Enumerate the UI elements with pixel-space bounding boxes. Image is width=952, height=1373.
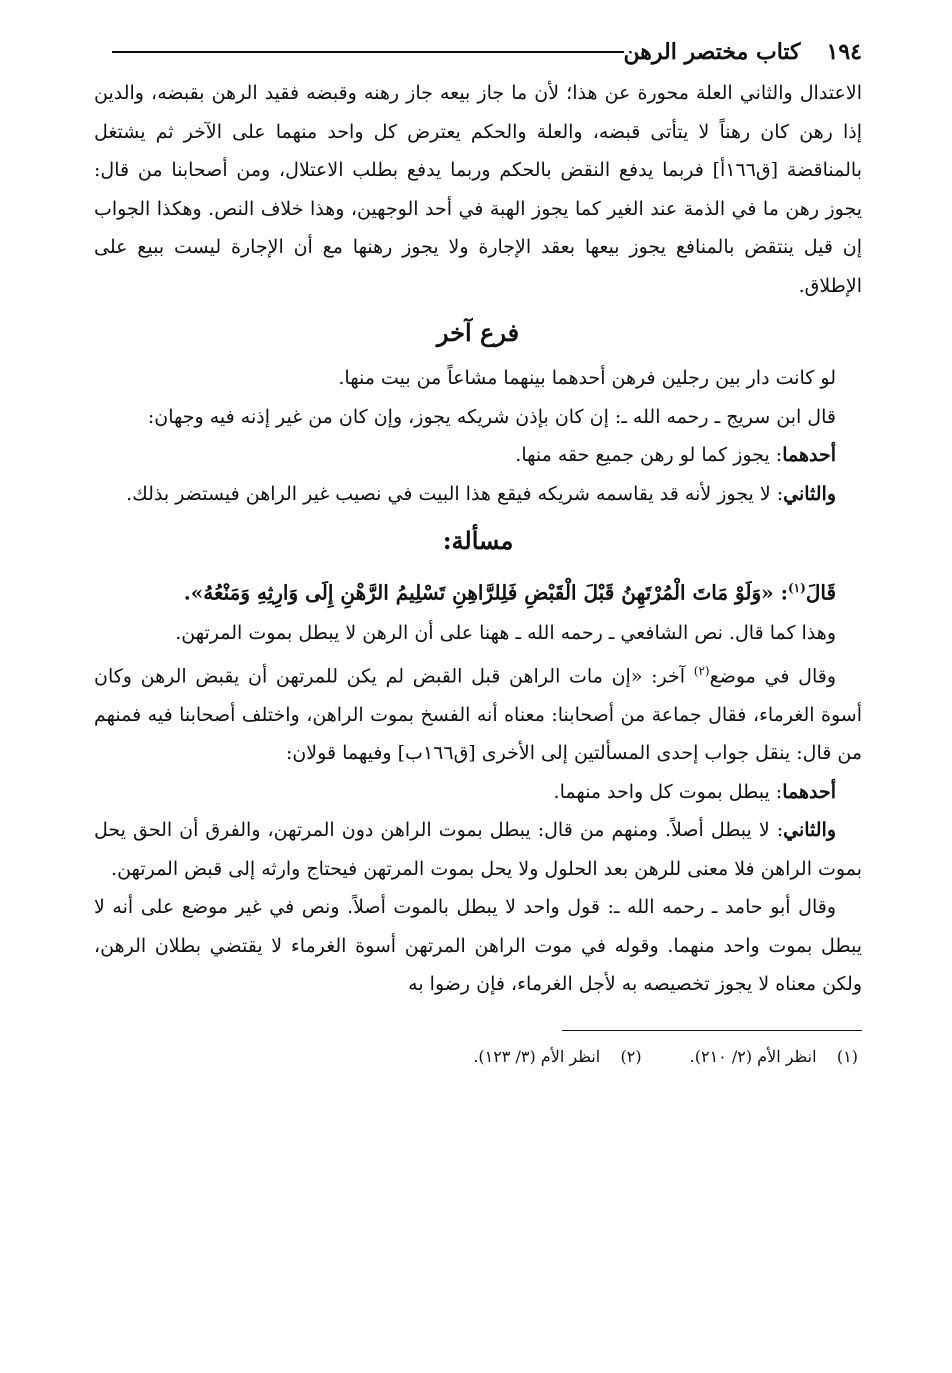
footnote-ref-1: (١) bbox=[787, 581, 806, 595]
term-ahaduhuma: أحدهما bbox=[782, 444, 836, 466]
paragraph-5 bbox=[94, 475, 862, 514]
page-number: ١٩٤ bbox=[826, 39, 862, 65]
book-title: كتاب مختصر الرهن bbox=[623, 39, 801, 65]
paragraph-3: قال ابن سريج ـ رحمه الله ـ: إن كان بإذن شريكه يجوز، وإن كان من غير إذنه فيه وجهان: bbox=[147, 405, 836, 428]
header-rule bbox=[112, 51, 624, 53]
quote-lead: قَالَ bbox=[805, 580, 836, 605]
footnote-2: (٢) انظر الأم (٣/ ١٢٣). bbox=[473, 1046, 642, 1066]
term-althani: والثاني bbox=[783, 482, 836, 505]
term-ahaduhuma-2: أحدهما bbox=[782, 780, 836, 803]
paragraph-1: الاعتدال والثاني العلة محورة عن هذا؛ لأن ما جاز بيعه جاز رهنه وقبضه فقيد الرهن بقبضه، والدين إذا رهن كان رهناً لا يتأتى قبضه، والعلة والحكم يعترض كل واحد منهما على الآخر ثم يشتغل بالمناقضة [ق١٦٦أ] فربما يدفع النقض بالحكم وربما يدفع بطلب الاعتلال، ومن أصحابنا من قال: يجوز رهن ما في الذمة عند الغير كما يجوز الهبة في أحد الوجهين، وهذا خلاف النص. وهكذا الجواب إن قيل ينتقض بالمنافع يجوز بيعها بعقد الإجارة ولا يجوز رهنها مع أن الإجارة ليست ببيع على الإطلاق. bbox=[94, 82, 862, 297]
paragraph-9-text: : لا يبطل أصلاً. ومنهم من قال: يبطل بموت الراهن دون المرتهن، والفرق أن الحق يحل بموت الراهن فلا معنى للرهن بعد الحلول ولا يحل بموت المرتهن فيحتاج وارثه إلى قبض المرتهن. bbox=[94, 819, 862, 880]
term-althani-2: والثاني bbox=[783, 819, 836, 842]
paragraph-8 bbox=[94, 773, 862, 812]
section-heading-far-akhar: فرع آخر bbox=[436, 318, 520, 347]
section-heading-masala: مسألة: bbox=[442, 526, 514, 555]
paragraph-4-text: : يجوز كما لو رهن جميع حقه منها. bbox=[515, 444, 783, 466]
paragraph-9 bbox=[94, 811, 862, 888]
footnote-rule bbox=[562, 1030, 862, 1031]
paragraph-6: وهذا كما قال. نص الشافعي ـ رحمه الله ـ ههنا على أن الرهن لا يبطل بموت المرتهن. bbox=[175, 621, 836, 644]
paragraph-8-text: : يبطل بموت كل واحد منهما. bbox=[553, 780, 783, 803]
paragraph-2: لو كانت دار بين رجلين فرهن أحدهما بينهما مشاعاً من بيت منها. bbox=[338, 367, 836, 389]
quote-body: : «وَلَوْ مَاتَ الْمُرْتَهِنُ قَبْلَ الْقَبْضِ فَلِلرَّاهِنِ تَسْلِيمُ الرَّهْنِ إِلَى وَارِثِهِ وَمَنْعُهُ». bbox=[183, 580, 788, 605]
footnote-1: (١) انظر الأم (٢/ ٢١٠). bbox=[689, 1046, 858, 1066]
footnotes bbox=[94, 1047, 862, 1066]
quoted-text bbox=[94, 567, 862, 614]
page-header bbox=[94, 30, 862, 74]
paragraph-7 bbox=[94, 652, 862, 773]
paragraph-7-rest: آخر: «إن مات الراهن قبل القبض لم يكن للمرتهن أن يقبض الرهن وكان أسوة الغرماء، فقال جماعة من أصحابنا: معناه أنه الفسخ بموت الراهن، واختلف أصحابنا فيه فمنهم من قال: ينقل جواب إحدى المسألتين إلى الأخرى [ق١٦٦ب] وفيهما قولان: bbox=[94, 665, 862, 765]
paragraph-7-start: وقال في موضع bbox=[709, 665, 836, 688]
paragraph-10: وقال أبو حامد ـ رحمه الله ـ: قول واحد لا يبطل بالموت أصلاً. ونص في غير موضع على أنه لا يبطل بموت واحد منهما. وقوله في موت الراهن المرتهن أسوة الغرماء لا يقتضي بطلان الرهن، ولكن معناه لا يجوز تخصيصه به لأجل الغرماء، فإن رضوا به bbox=[94, 896, 862, 996]
paragraph-4 bbox=[94, 436, 862, 475]
paragraph-5-text: : لا يجوز لأنه قد يقاسمه شريكه فيقع هذا البيت في نصيب غير الراهن فيستضر بذلك. bbox=[126, 482, 784, 505]
footnote-ref-2: (٢) bbox=[693, 664, 710, 679]
